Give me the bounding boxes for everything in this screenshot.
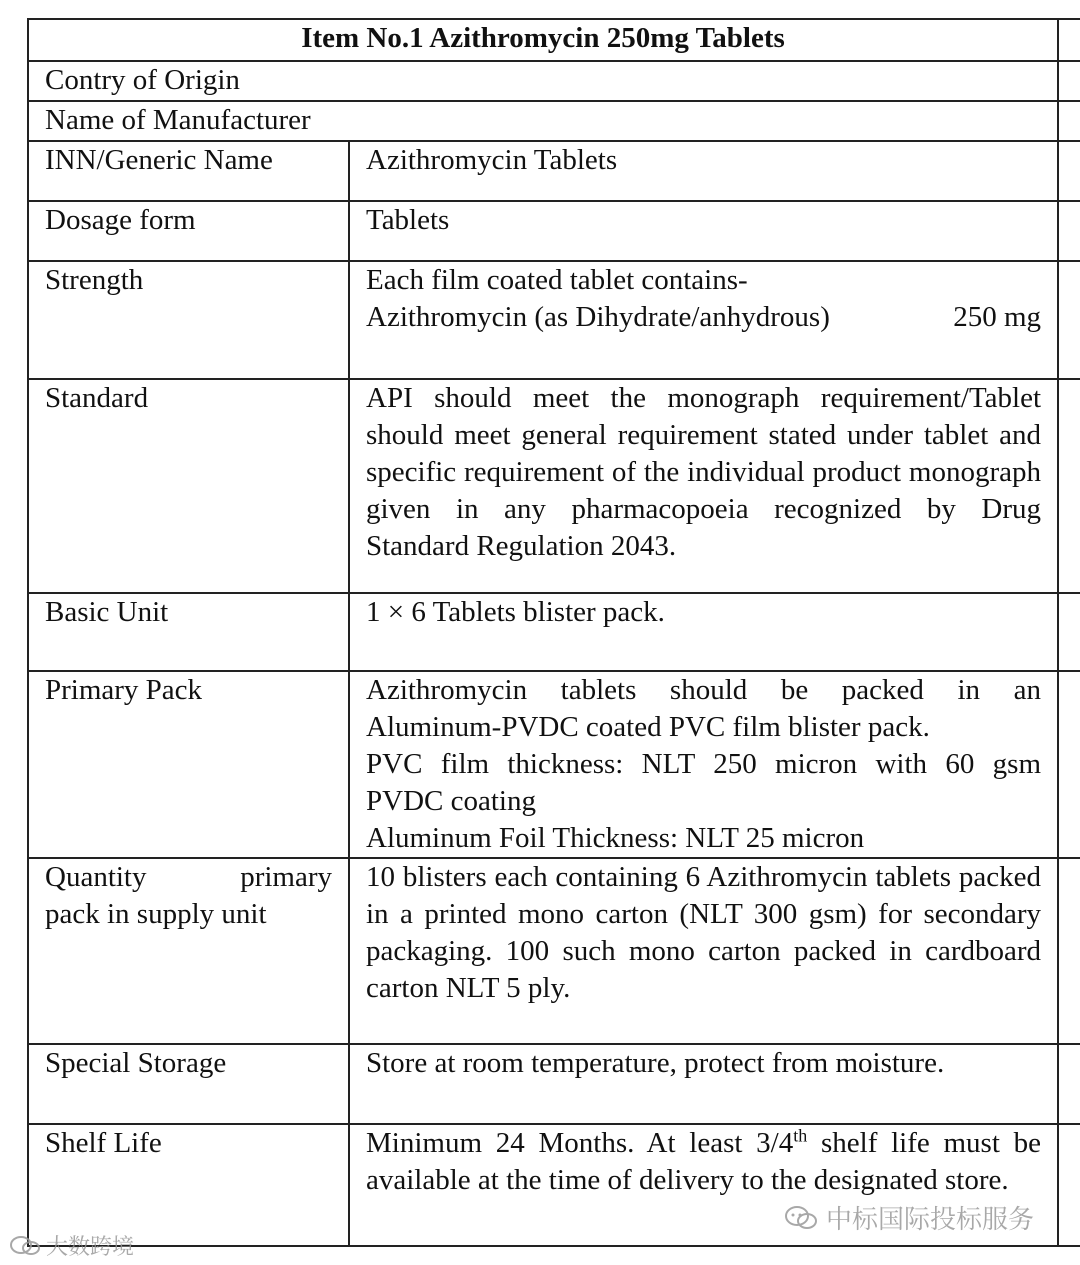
watermark-right	[784, 1199, 1034, 1236]
spec-table	[27, 18, 1080, 1247]
row-value-quantity: 10 blisters each containing 6 Azithromycin tablets packed in a printed mono carton (NLT 300 gsm) for secondary packaging. 100 such mono carton packed in cardboard carton NLT 5 ply.	[349, 858, 1058, 1044]
table-row	[28, 858, 1080, 1044]
extra-cell	[1058, 61, 1080, 101]
primary-pack-line: PVDC coating	[366, 785, 536, 817]
row-label-standard: Standard	[28, 379, 349, 593]
quantity-label-line-1: Quantity primary	[45, 861, 332, 893]
chat-bubble-icon	[8, 1233, 42, 1259]
quantity-label-line-2: pack in supply unit	[45, 898, 267, 930]
extra-cell	[1058, 201, 1080, 261]
row-label-quantity	[28, 858, 349, 1044]
row-value-dosage-form: Tablets	[349, 201, 1058, 261]
strength-line-2	[366, 299, 1041, 336]
extra-cell	[1058, 141, 1080, 201]
extra-cell	[1058, 1044, 1080, 1124]
wechat-icon	[784, 1205, 818, 1231]
row-label-manufacturer: Name of Manufacturer	[28, 101, 1058, 141]
shelf-life-text-post: shelf life must be available at the time of delivery to the designated store.	[366, 1127, 1041, 1196]
strength-ingredient: Azithromycin (as Dihydrate/anhydrous)	[366, 301, 830, 333]
watermark-left-text: 大数跨境	[46, 1235, 135, 1260]
row-label-strength: Strength	[28, 261, 349, 379]
extra-cell	[1058, 19, 1080, 61]
row-label-country-of-origin: Contry of Origin	[28, 61, 1058, 101]
table-row	[28, 201, 1080, 261]
strength-line-1: Each film coated tablet contains-	[366, 264, 748, 296]
row-label-inn: INN/Generic Name	[28, 141, 349, 201]
strength-amount: 250 mg	[953, 301, 1042, 333]
table-title: Item No.1 Azithromycin 250mg Tablets	[28, 19, 1058, 61]
extra-cell	[1058, 101, 1080, 141]
table-row	[28, 101, 1080, 141]
extra-cell	[1058, 671, 1080, 858]
row-label-basic-unit: Basic Unit	[28, 593, 349, 671]
table-row	[28, 379, 1080, 593]
primary-pack-line: Aluminum-PVDC coated PVC film blister pack.	[366, 711, 930, 743]
extra-cell	[1058, 593, 1080, 671]
row-label-primary-pack: Primary Pack	[28, 671, 349, 858]
row-label-shelf-life: Shelf Life	[28, 1124, 349, 1246]
row-label-dosage-form: Dosage form	[28, 201, 349, 261]
row-value-inn: Azithromycin Tablets	[349, 141, 1058, 201]
row-label-special-storage: Special Storage	[28, 1044, 349, 1124]
extra-cell	[1058, 858, 1080, 1044]
primary-pack-line: PVC film thickness: NLT 250 micron with 60 gsm	[366, 748, 1042, 780]
title-row	[28, 19, 1080, 61]
table-row	[28, 261, 1080, 379]
table-row	[28, 61, 1080, 101]
shelf-life-text-pre: Minimum 24 Months. At least 3/4	[366, 1127, 794, 1159]
row-value-basic-unit: 1 × 6 Tablets blister pack.	[349, 593, 1058, 671]
row-value-special-storage: Store at room temperature, protect from moisture.	[349, 1044, 1058, 1124]
extra-cell	[1058, 379, 1080, 593]
primary-pack-line: Azithromycin tablets should be packed in an	[366, 674, 1042, 706]
primary-pack-line: Aluminum Foil Thickness: NLT 25 micron	[366, 822, 865, 854]
watermark-left	[8, 1230, 134, 1261]
table-row	[28, 671, 1080, 858]
row-value-strength	[349, 261, 1058, 379]
table-row	[28, 1044, 1080, 1124]
shelf-life-superscript: th	[793, 1125, 808, 1146]
row-value-standard: API should meet the monograph requirement/Tablet should meet general requirement stated under tablet and specific requirement of the individual product monograph given in any pharmacopoeia recognized by Drug Standard Regulation 2043.	[349, 379, 1058, 593]
row-value-primary-pack	[349, 671, 1058, 858]
extra-cell	[1058, 261, 1080, 379]
table-row	[28, 593, 1080, 671]
extra-cell	[1058, 1124, 1080, 1246]
watermark-right-text: 中标国际投标服务	[826, 1205, 1035, 1235]
table-row	[28, 141, 1080, 201]
